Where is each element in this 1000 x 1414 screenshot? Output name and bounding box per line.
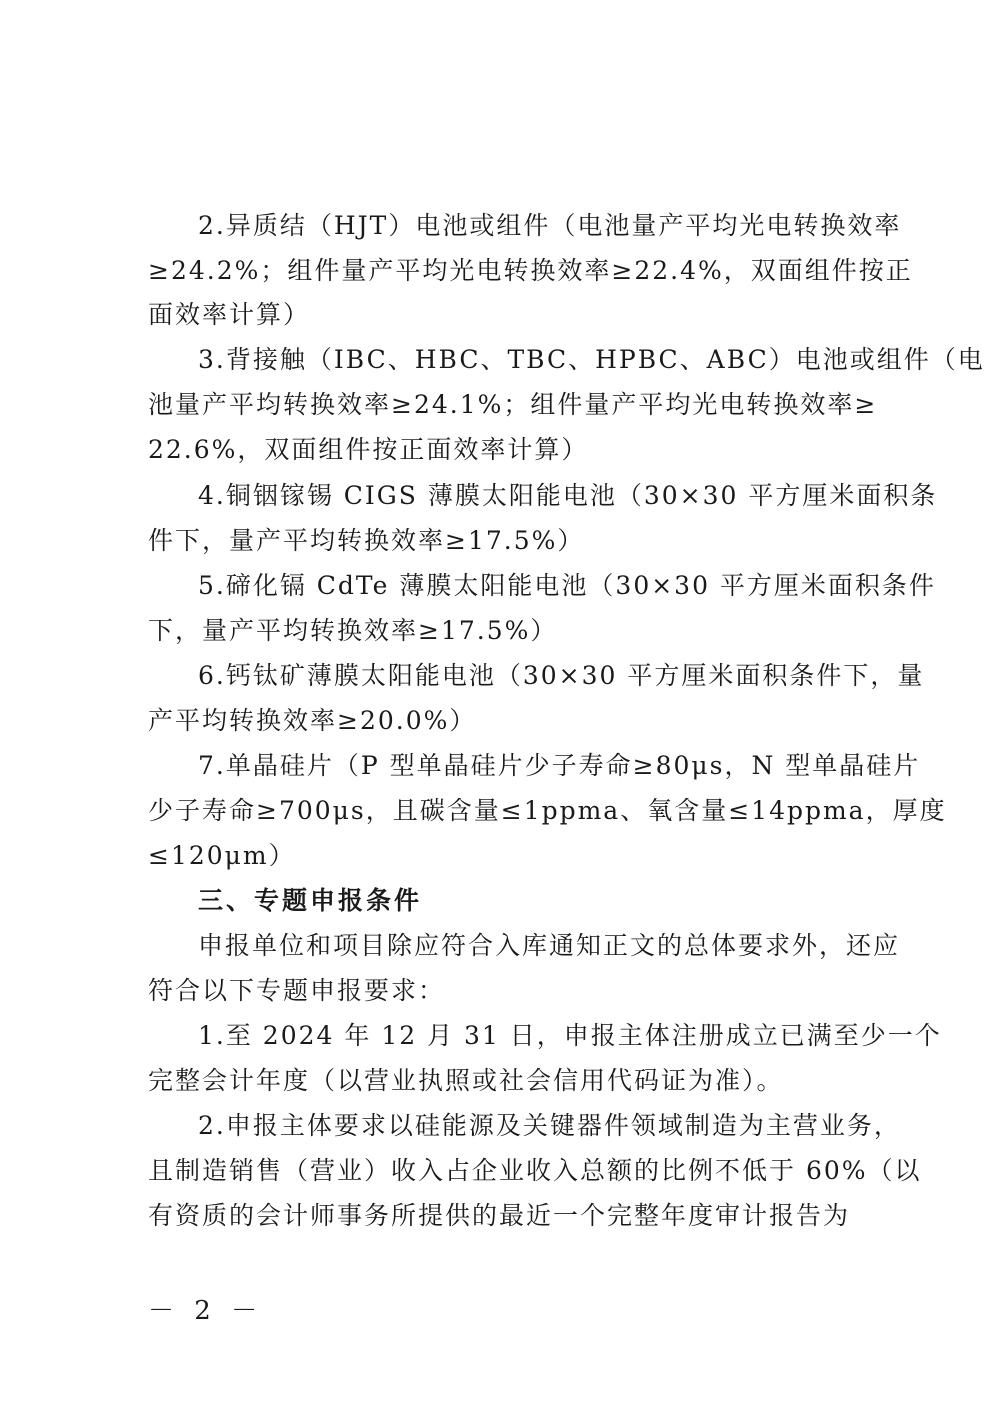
text-line: 22.6%，双面组件按正面效率计算） bbox=[148, 435, 589, 464]
text-line: 完整会计年度（以营业执照或社会信用代码证为准）。 bbox=[148, 1066, 784, 1095]
text-line: ≥24.2%；组件量产平均光电转换效率≥22.4%，双面组件按正 bbox=[148, 256, 913, 285]
text-line: 2.申报主体要求以硅能源及关键器件领域制造为主营业务， bbox=[198, 1111, 901, 1140]
text-line: 3.背接触（IBC、HBC、TBC、HPBC、ABC）电池或组件（电 bbox=[198, 345, 985, 374]
text-line: 4.铜铟镓锡 CIGS 薄膜太阳能电池（30×30 平方厘米面积条 bbox=[198, 481, 938, 510]
text-line: 2.异质结（HJT）电池或组件（电池量产平均光电转换效率 bbox=[198, 211, 902, 240]
page-number: － 2 － bbox=[148, 1296, 264, 1326]
text-line: 池量产平均转换效率≥24.1%；组件量产平均光电转换效率≥ bbox=[148, 390, 878, 419]
text-line: 少子寿命≥700μs，且碳含量≤1ppma、氧含量≤14ppma，厚度 bbox=[148, 796, 947, 825]
text-line: 5.碲化镉 CdTe 薄膜太阳能电池（30×30 平方厘米面积条件 bbox=[198, 571, 936, 600]
text-line: ≤120μm） bbox=[148, 841, 296, 870]
text-line: 1.至 2024 年 12 月 31 日，申报主体注册成立已满至少一个 bbox=[198, 1021, 942, 1050]
text-line: 下，量产平均转换效率≥17.5%） bbox=[148, 616, 558, 645]
text-line: 面效率计算） bbox=[148, 300, 311, 329]
text-line: 且制造销售（营业）收入占企业收入总额的比例不低于 60%（以 bbox=[148, 1156, 922, 1185]
text-line: 有资质的会计师事务所提供的最近一个完整年度审计报告为 bbox=[148, 1201, 851, 1230]
text-line: 件下，量产平均转换效率≥17.5%） bbox=[148, 526, 585, 555]
text-line: 7.单晶硅片（P 型单晶硅片少子寿命≥80μs，N 型单晶硅片 bbox=[198, 751, 921, 780]
text-line: 符合以下专题申报要求： bbox=[148, 976, 446, 1005]
section-heading: 三、专题申报条件 bbox=[198, 886, 423, 915]
text-line: 产平均转换效率≥20.0%） bbox=[148, 706, 477, 735]
text-line: 6.钙钛矿薄膜太阳能电池（30×30 平方厘米面积条件下，量 bbox=[198, 661, 925, 690]
text-line: 申报单位和项目除应符合入库通知正文的总体要求外，还应 bbox=[198, 931, 901, 960]
